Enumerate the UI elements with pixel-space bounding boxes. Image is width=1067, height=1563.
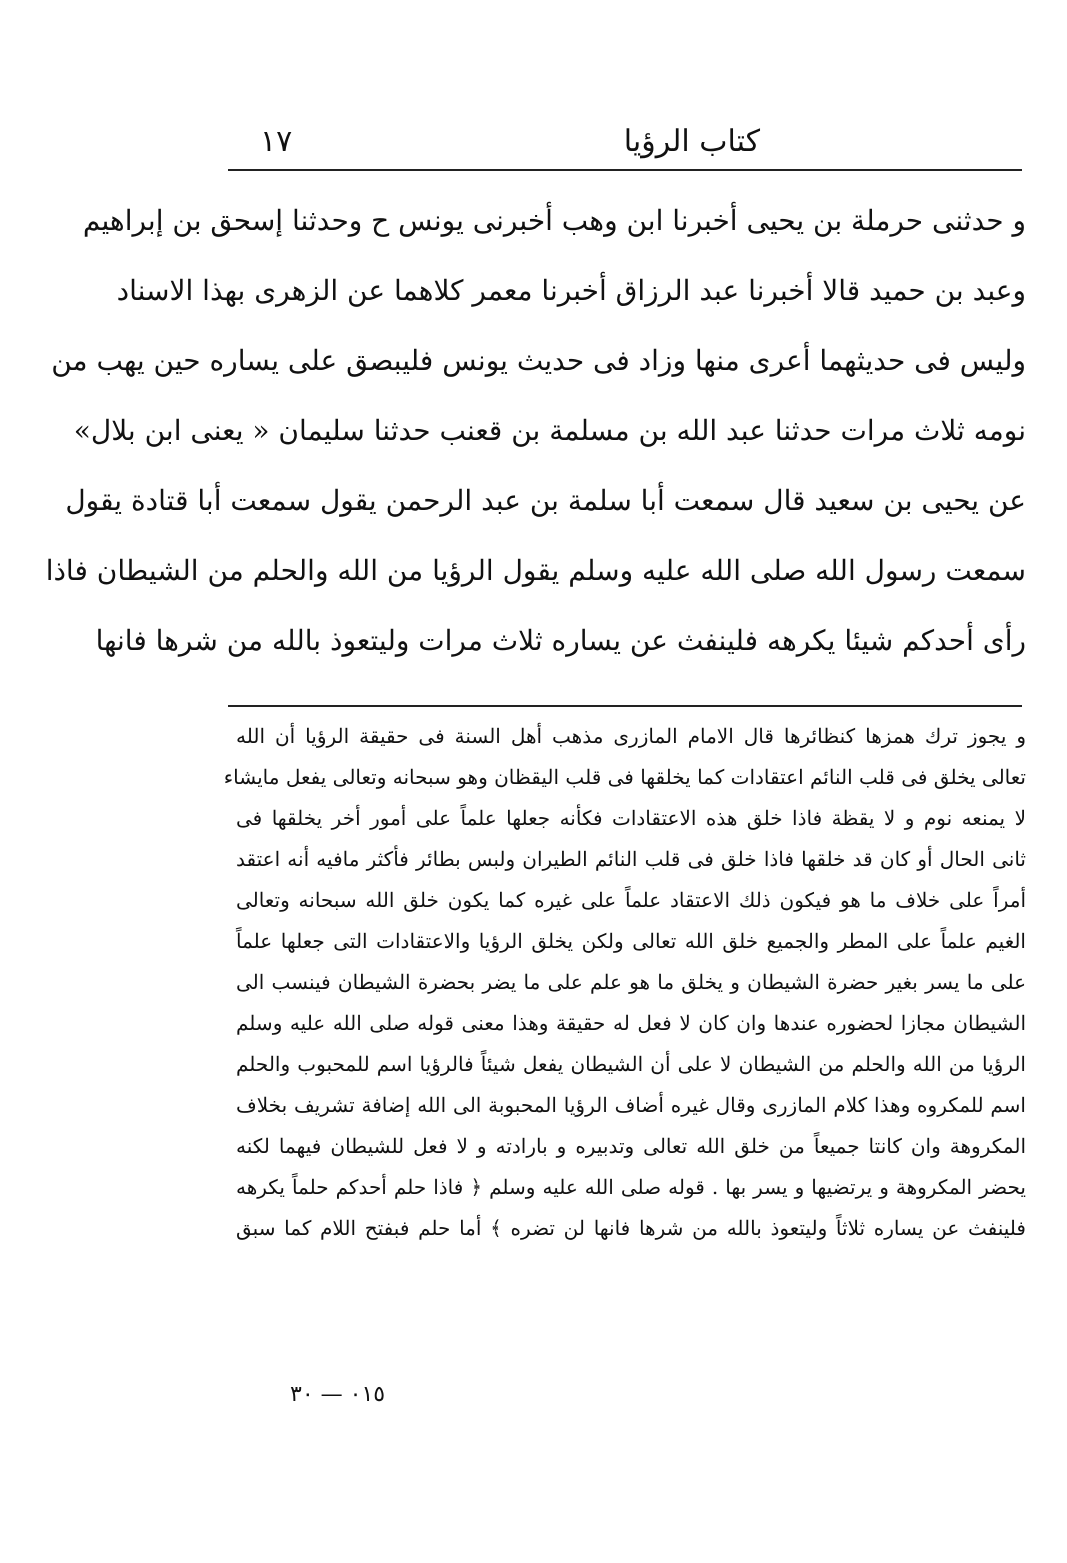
hadith-text bbox=[45, 186, 1026, 676]
page-number: ١٧ bbox=[260, 124, 293, 159]
commentary-line: فلينفث عن يساره ثلاثاً وليتعوذ بالله من شرها فانها لن تضره ﴾ أما حلم فبفتح اللام كما سبق bbox=[236, 1216, 1026, 1240]
commentary-line: و يجوز ترك همزها كنظائرها قال الامام المازرى مذهب أهل السنة فى حقيقة الرؤيا أن الله bbox=[236, 724, 1026, 748]
hadith-line: وعبد بن حميد قالا أخبرنا عبد الرزاق أخبرنا معمر كلاهما عن الزهرى بهذا الاسناد bbox=[116, 274, 1026, 307]
commentary-line: أمراً على خلاف ما هو فيكون ذلك الاعتقاد علماً على غيره كما يكون خلق الله سبحانه وتعالى bbox=[236, 888, 1026, 912]
commentary-line: تعالى يخلق فى قلب النائم اعتقادات كما يخلقها فى قلب اليقظان وهو سبحانه وتعالى يفعل مايشاء bbox=[223, 765, 1026, 789]
commentary-line: على ما يسر بغير حضرة الشيطان و يخلق ما هو علم على ما يضر بحضرة الشيطان فينسب الى bbox=[236, 970, 1026, 994]
hadith-line: عن يحيى بن سعيد قال سمعت أبا سلمة بن عبد الرحمن يقول سمعت أبا قتادة يقول bbox=[65, 484, 1026, 517]
section-divider bbox=[228, 705, 1022, 707]
commentary-line: يحضر المكروهة و يرتضيها و يسر بها . قوله صلى الله عليه وسلم ﴿ فاذا حلم أحدكم حلماً يكرهه bbox=[236, 1175, 1026, 1199]
header-divider bbox=[228, 169, 1022, 171]
hadith-line: نومه ثلاث مرات حدثنا عبد الله بن مسلمة بن قعنب حدثنا سليمان « يعنى ابن بلال» bbox=[73, 414, 1026, 447]
printer-signature: ٠١٥ — ٣٠ bbox=[290, 1382, 386, 1407]
commentary-line: الغيم علماً على المطر والجميع خلق الله تعالى ولكن يخلق الرؤيا والاعتقادات التى جعلها علماً bbox=[236, 929, 1026, 953]
commentary-text bbox=[223, 716, 1026, 1249]
hadith-line: رأى أحدكم شيئا يكرهه فلينفث عن يساره ثلاث مرات وليتعوذ بالله من شرها فانها bbox=[95, 624, 1026, 657]
commentary-line: لا يمنعه نوم و لا يقظة فاذا خلق هذه الاعتقادات فكأنه جعلها علماً على أمور أخر يخلقها فى bbox=[236, 806, 1026, 830]
commentary-line: ثانى الحال أو كان قد خلقها فاذا خلق فى قلب النائم الطيران ولبس بطائر فأكثر مافيه أنه اعتقد bbox=[236, 847, 1026, 871]
hadith-line: و حدثنى حرملة بن يحيى أخبرنا ابن وهب أخبرنى يونس ح وحدثنا إسحق بن إبراهيم bbox=[82, 204, 1026, 237]
commentary-line: الشيطان مجازا لحضوره عندها وان كان لا فعل له حقيقة وهذا معنى قوله صلى الله عليه وسلم bbox=[236, 1011, 1026, 1035]
hadith-line: سمعت رسول الله صلى الله عليه وسلم يقول الرؤيا من الله والحلم من الشيطان فاذا bbox=[45, 554, 1026, 587]
commentary-line: اسم للمكروه وهذا كلام المازرى وقال غيره أضاف الرؤيا المحبوبة الى الله إضافة تشريف بخلاف bbox=[236, 1093, 1026, 1117]
chapter-title: كتاب الرؤيا bbox=[623, 124, 760, 159]
page-header bbox=[230, 118, 1020, 170]
commentary-line: الرؤيا من الله والحلم من الشيطان لا على أن الشيطان يفعل شيئاً فالرؤيا اسم للمحبوب والحلم bbox=[236, 1052, 1026, 1076]
commentary-line: المكروهة وان كانتا جميعاً من خلق الله تعالى وتدبيره و بارادته و لا فعل للشيطان فيهما لكنه bbox=[236, 1134, 1026, 1158]
hadith-line: وليس فى حديثهما أعرى منها وزاد فى حديث يونس فليبصق على يساره حين يهب من bbox=[51, 344, 1026, 377]
